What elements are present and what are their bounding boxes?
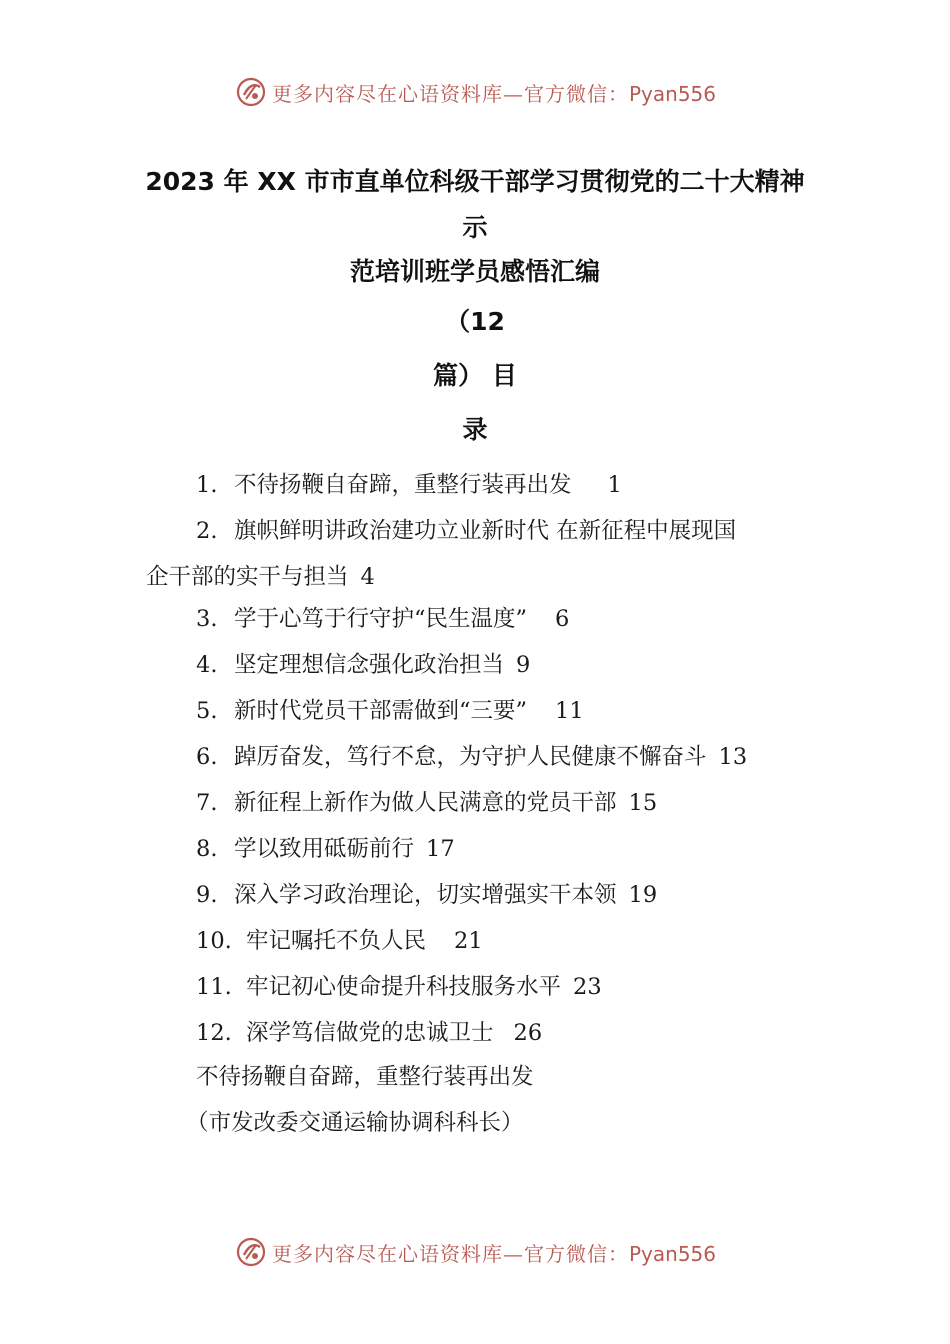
toc-entry: 1. 不待扬鞭自奋蹄，重整行装再出发 1 xyxy=(196,472,622,498)
watermark-header xyxy=(0,72,950,112)
toc-entry: 10. 牢记嘱托不负人民 21 xyxy=(196,928,483,954)
document-title-line-2: 示 xyxy=(462,213,488,242)
watermark-text: 更多内容尽在心语资料库—官方微信：Pyan556 xyxy=(271,81,716,106)
toc-entry: 4. 坚定理想信念强化政治担当 9 xyxy=(196,652,531,678)
toc-entry: 5. 新时代党员干部需做到“三要” 11 xyxy=(196,698,584,724)
toc-entry: 2. 旗帜鲜明讲政治建功立业新时代 在新征程中展现国 xyxy=(196,518,737,544)
document-title-line-1: 2023 年 XX 市市直单位科级干部学习贯彻党的二十大精神 xyxy=(145,167,805,196)
toc-entry: 8. 学以致用砥砺前行 17 xyxy=(196,836,455,862)
toc-entry: 3. 学于心笃于行守护“民生温度” 6 xyxy=(196,606,570,632)
toc-entry: 6. 踔厉奋发，笃行不怠，为守护人民健康不懈奋斗 13 xyxy=(196,744,748,770)
section-author: （市发改委交通运输协调科科长） xyxy=(186,1110,524,1136)
section-heading: 不待扬鞭自奋蹄，重整行装再出发 xyxy=(196,1064,534,1090)
toc-entry: 11. 牢记初心使命提升科技服务水平 23 xyxy=(196,974,602,1000)
watermark-text: 更多内容尽在心语资料库—官方微信：Pyan556 xyxy=(271,1241,716,1266)
toc-entry: 12. 深学笃信做党的忠诚卫士 26 xyxy=(196,1020,543,1046)
document-title-line-6: 录 xyxy=(462,415,488,444)
toc-entry: 9. 深入学习政治理论，切实增强实干本领 19 xyxy=(196,882,658,908)
watermark-footer xyxy=(0,1232,950,1272)
toc-entry-continuation: 企干部的实干与担当 4 xyxy=(146,564,375,590)
document-title-line-5: 篇） 目 xyxy=(433,361,517,390)
watermark-logo-icon xyxy=(234,1235,268,1269)
document-title-line-4: （12 xyxy=(445,307,505,336)
document-title-line-3: 范培训班学员感悟汇编 xyxy=(349,257,600,286)
toc-entry: 7. 新征程上新作为做人民满意的党员干部 15 xyxy=(196,790,658,816)
watermark-logo-icon xyxy=(234,75,268,109)
